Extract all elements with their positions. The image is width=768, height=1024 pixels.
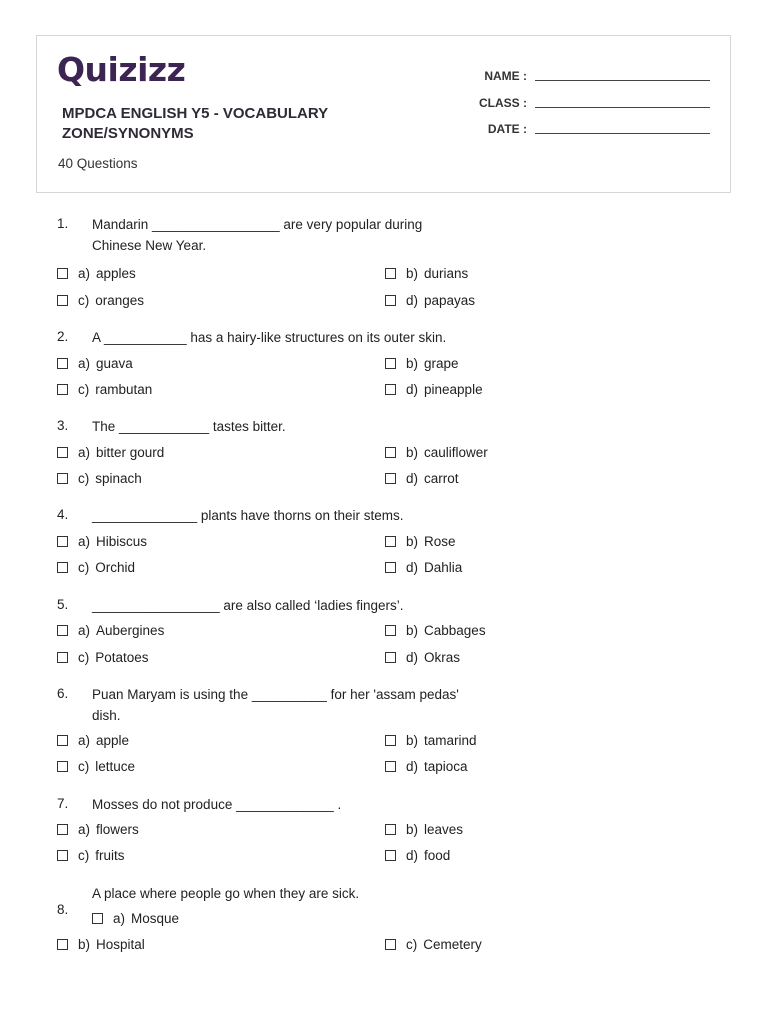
option-d[interactable]: d) Dahlia: [385, 560, 462, 575]
question-text: Puan Maryam is using the __________ for her 'assam pedas' dish.: [92, 687, 459, 723]
option-c[interactable]: c) rambutan: [57, 382, 152, 397]
checkbox[interactable]: [57, 536, 68, 547]
checkbox[interactable]: [385, 824, 396, 835]
class-line[interactable]: [535, 106, 710, 108]
class-field[interactable]: [457, 90, 710, 110]
question-number: 6.: [57, 686, 69, 701]
checkbox[interactable]: [385, 295, 396, 306]
option-d[interactable]: d) Okras: [385, 650, 460, 665]
option-b[interactable]: b) leaves: [385, 822, 463, 837]
question-text: _________________ are also called ‘ladies fingers’.: [92, 598, 404, 613]
checkbox[interactable]: [385, 447, 396, 458]
checkbox[interactable]: [385, 735, 396, 746]
checkbox[interactable]: [385, 268, 396, 279]
question-number: 2.: [57, 329, 69, 344]
option-c[interactable]: c) Potatoes: [57, 650, 149, 665]
checkbox[interactable]: [385, 358, 396, 369]
option-d[interactable]: d) food: [385, 848, 450, 863]
option-b[interactable]: b) tamarind: [385, 733, 477, 748]
checkbox[interactable]: [57, 625, 68, 636]
name-label: NAME :: [484, 69, 527, 83]
question-text: A ___________ has a hairy-like structures on its outer skin.: [92, 330, 447, 345]
option-b[interactable]: b) Cabbages: [385, 623, 486, 638]
quizizz-logo: Quizizz: [57, 50, 186, 89]
worksheet-title: MPDCA ENGLISH Y5 - VOCABULARY ZONE/SYNONYMS: [62, 105, 328, 142]
option-a[interactable]: a) guava: [57, 356, 133, 371]
option-d[interactable]: d) carrot: [385, 471, 459, 486]
checkbox[interactable]: [385, 625, 396, 636]
checkbox[interactable]: [385, 473, 396, 484]
date-line[interactable]: [535, 132, 710, 134]
class-label: CLASS :: [479, 96, 527, 110]
question-number: 3.: [57, 418, 69, 433]
option-a[interactable]: a) apples: [57, 266, 136, 281]
checkbox[interactable]: [57, 268, 68, 279]
name-line[interactable]: [535, 79, 710, 81]
question-text: Mandarin _________________ are very popular during Chinese New Year.: [92, 217, 423, 253]
worksheet-header: [36, 35, 731, 193]
option-a[interactable]: a) bitter gourd: [57, 445, 164, 460]
option-a[interactable]: a) Hibiscus: [57, 534, 147, 549]
question-number: 8.: [57, 902, 69, 917]
checkbox[interactable]: [57, 384, 68, 395]
option-c[interactable]: c) Cemetery: [385, 937, 482, 952]
date-field[interactable]: [457, 116, 710, 136]
checkbox[interactable]: [385, 384, 396, 395]
option-d[interactable]: d) pineapple: [385, 382, 483, 397]
checkbox[interactable]: [57, 761, 68, 772]
checkbox[interactable]: [92, 913, 103, 924]
checkbox[interactable]: [57, 735, 68, 746]
checkbox[interactable]: [385, 536, 396, 547]
question-text: A place where people go when they are sick.: [92, 886, 360, 901]
checkbox[interactable]: [385, 761, 396, 772]
checkbox[interactable]: [57, 562, 68, 573]
date-label: DATE :: [487, 122, 527, 136]
option-c[interactable]: c) fruits: [57, 848, 125, 863]
checkbox[interactable]: [57, 473, 68, 484]
checkbox[interactable]: [57, 358, 68, 369]
option-d[interactable]: d) tapioca: [385, 759, 468, 774]
option-c[interactable]: c) oranges: [57, 293, 144, 308]
option-d[interactable]: d) papayas: [385, 293, 475, 308]
checkbox[interactable]: [385, 562, 396, 573]
question-text: The ____________ tastes bitter.: [92, 419, 286, 434]
option-a[interactable]: a) apple: [57, 733, 129, 748]
checkbox[interactable]: [57, 850, 68, 861]
option-b[interactable]: b) cauliflower: [385, 445, 488, 460]
checkbox[interactable]: [57, 652, 68, 663]
option-b[interactable]: b) durians: [385, 266, 468, 281]
checkbox[interactable]: [385, 850, 396, 861]
checkbox[interactable]: [57, 939, 68, 950]
option-b[interactable]: b) Hospital: [57, 937, 145, 952]
checkbox[interactable]: [57, 824, 68, 835]
question-number: 1.: [57, 216, 69, 231]
option-c[interactable]: c) Orchid: [57, 560, 135, 575]
option-b[interactable]: b) Rose: [385, 534, 456, 549]
checkbox[interactable]: [57, 447, 68, 458]
name-field[interactable]: [457, 63, 710, 83]
question-number: 5.: [57, 597, 69, 612]
question-text: ______________ plants have thorns on their stems.: [92, 508, 404, 523]
option-c[interactable]: c) spinach: [57, 471, 142, 486]
option-a[interactable]: a) flowers: [57, 822, 139, 837]
question-text: Mosses do not produce _____________ .: [92, 797, 342, 812]
option-b[interactable]: b) grape: [385, 356, 459, 371]
checkbox[interactable]: [57, 295, 68, 306]
checkbox[interactable]: [385, 939, 396, 950]
option-c[interactable]: c) lettuce: [57, 759, 135, 774]
option-a[interactable]: a) Aubergines: [57, 623, 164, 638]
question-number: 4.: [57, 507, 69, 522]
checkbox[interactable]: [385, 652, 396, 663]
question-number: 7.: [57, 796, 69, 811]
question-count: 40 Questions: [58, 156, 138, 171]
option-a[interactable]: a) Mosque: [92, 911, 179, 926]
